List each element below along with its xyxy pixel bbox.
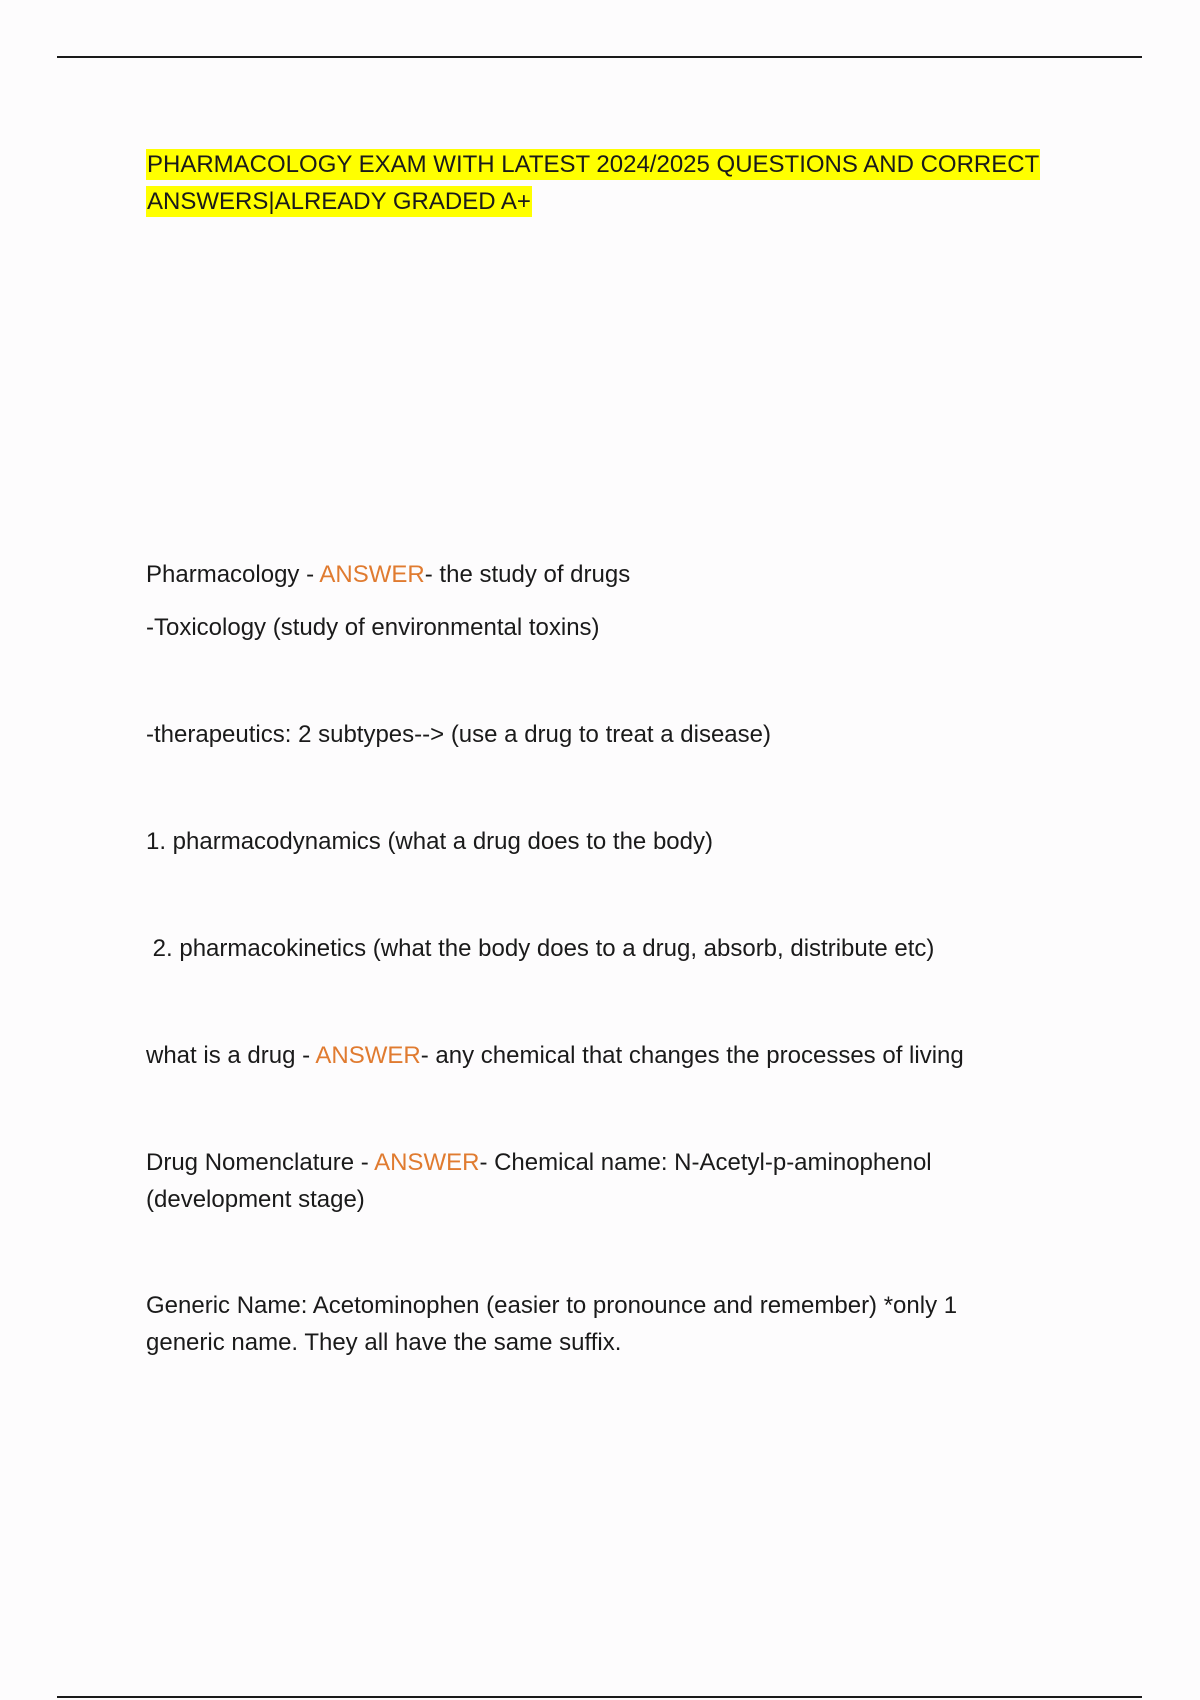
question-text: what is a drug - bbox=[146, 1042, 316, 1069]
answer-text: - any chemical that changes the processes of living bbox=[420, 1042, 964, 1069]
generic-name-line-1: Generic Name: Acetominophen (easier to pronounce and remember) *only 1 bbox=[146, 1292, 958, 1319]
answer-text: - the study of drugs bbox=[424, 561, 631, 588]
qa-pharmacology bbox=[146, 560, 630, 590]
note-toxicology: -Toxicology (study of environmental toxins) bbox=[146, 614, 600, 641]
note-pharmacokinetics: 2. pharmacokinetics (what the body does to a drug, absorb, distribute etc) bbox=[146, 935, 935, 962]
question-text: Drug Nomenclature - bbox=[146, 1149, 375, 1176]
header-rule bbox=[57, 56, 1142, 58]
answer-text: - Chemical name: N-Acetyl-p-aminophenol bbox=[479, 1149, 932, 1176]
answer-label: ANSWER bbox=[315, 1042, 421, 1069]
generic-name-line-2: generic name. They all have the same suffix. bbox=[146, 1329, 622, 1356]
title-line-2: ANSWERS|ALREADY GRADED A+ bbox=[147, 188, 531, 215]
footer-rule bbox=[57, 1696, 1142, 1698]
note-therapeutics: -therapeutics: 2 subtypes--> (use a drug to treat a disease) bbox=[146, 721, 771, 748]
qa-drug-nomenclature-continuation: (development stage) bbox=[146, 1186, 365, 1213]
answer-label: ANSWER bbox=[319, 561, 425, 588]
title-line-1: PHARMACOLOGY EXAM WITH LATEST 2024/2025 QUESTIONS AND CORRECT bbox=[147, 151, 1040, 178]
question-text: Pharmacology - bbox=[146, 561, 320, 588]
document-title bbox=[146, 146, 1046, 220]
note-pharmacodynamics: 1. pharmacodynamics (what a drug does to the body) bbox=[146, 828, 713, 855]
answer-label: ANSWER bbox=[374, 1149, 480, 1176]
qa-what-is-a-drug bbox=[146, 1041, 964, 1071]
qa-drug-nomenclature bbox=[146, 1148, 932, 1178]
